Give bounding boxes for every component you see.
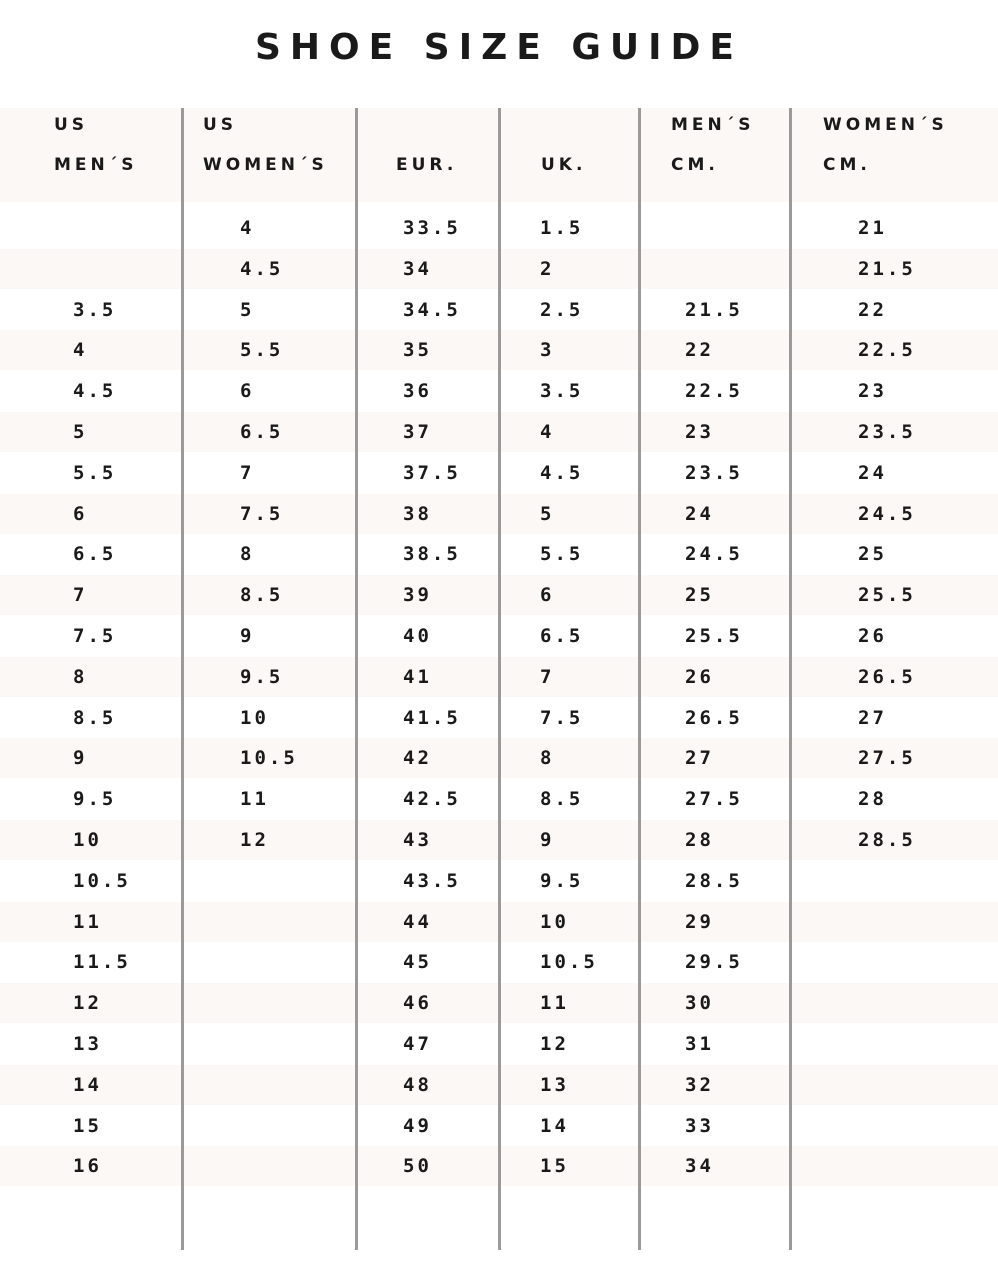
table-cell: 4 (73, 339, 88, 362)
table-cell: 24.5 (858, 502, 916, 525)
column-divider (181, 108, 184, 1250)
table-cell: 29.5 (685, 951, 743, 974)
table-cell: 9 (540, 829, 555, 851)
table-cell: 6.5 (540, 625, 584, 647)
table-cell: 5 (240, 298, 255, 321)
table-cell: 24.5 (685, 543, 743, 566)
table-cell: 26.5 (685, 706, 743, 729)
table-cell: 7 (540, 665, 555, 688)
table-cell: 5.5 (73, 461, 117, 484)
table-cell: 6 (540, 584, 555, 607)
header-us-mens-line1: US (54, 115, 89, 135)
table-cell: 41 (403, 665, 432, 688)
table-cell: 8 (240, 543, 255, 566)
header-mens-cm-line1: MEN´S (671, 115, 755, 135)
table-cell: 34 (685, 1155, 714, 1178)
table-cell: 14 (540, 1114, 569, 1137)
header-uk-line2: UK. (541, 155, 587, 175)
table-cell: 8.5 (73, 706, 117, 729)
table-cell: 1.5 (540, 217, 584, 239)
table-cell: 13 (73, 1033, 102, 1055)
table-cell: 6.5 (73, 543, 117, 566)
table-cell: 44 (403, 910, 432, 933)
header-us-womens-line2: WOMEN´S (203, 155, 328, 175)
table-cell: 7.5 (240, 502, 284, 525)
table-cell: 8 (73, 665, 88, 688)
table-cell: 12 (540, 1033, 569, 1055)
table-cell: 23 (685, 421, 714, 443)
table-cell: 7.5 (540, 706, 584, 729)
table-cell: 21.5 (858, 257, 916, 280)
table-cell: 27 (685, 747, 714, 770)
table-cell: 22 (858, 298, 887, 321)
table-cell: 14 (73, 1073, 102, 1096)
table-cell: 24 (685, 502, 714, 525)
header-eur-line2: EUR. (396, 155, 458, 175)
column-divider (638, 108, 641, 1250)
table-cell: 28.5 (685, 869, 743, 892)
table-cell: 10.5 (240, 747, 298, 770)
table-cell: 12 (73, 992, 102, 1015)
table-cell: 4 (540, 421, 555, 443)
table-cell: 24 (858, 461, 887, 484)
table-cell: 4.5 (73, 380, 117, 403)
table-cell: 3.5 (540, 380, 584, 403)
table-cell: 29 (685, 910, 714, 933)
table-cell: 23 (858, 380, 887, 403)
table-cell: 25 (685, 584, 714, 607)
table-cell: 6 (240, 380, 255, 403)
table-cell: 48 (403, 1073, 432, 1096)
table-cell: 32 (685, 1073, 714, 1096)
table-cell: 11 (240, 788, 269, 811)
table-cell: 5 (73, 421, 88, 443)
table-cell: 36 (403, 380, 432, 403)
table-cell: 9.5 (240, 665, 284, 688)
table-cell: 9 (240, 625, 255, 647)
table-cell: 7.5 (73, 625, 117, 647)
table-cell: 33.5 (403, 217, 461, 239)
table-cell: 25.5 (858, 584, 916, 607)
table-cell: 35 (403, 339, 432, 362)
table-cell: 25 (858, 543, 887, 566)
table-cell: 39 (403, 584, 432, 607)
table-cell: 38 (403, 502, 432, 525)
table-cell: 28 (685, 829, 714, 851)
table-cell: 33 (685, 1114, 714, 1137)
column-divider (789, 108, 792, 1250)
table-cell: 15 (540, 1155, 569, 1178)
table-cell: 49 (403, 1114, 432, 1137)
table-cell: 22.5 (858, 339, 916, 362)
table-cell: 7 (73, 584, 88, 607)
table-cell: 16 (73, 1155, 102, 1178)
column-divider (355, 108, 358, 1250)
table-cell: 3 (540, 339, 555, 362)
table-cell: 40 (403, 625, 432, 647)
header-us-womens-line1: US (203, 115, 238, 135)
table-cell: 5.5 (540, 543, 584, 566)
table-cell: 8.5 (540, 788, 584, 811)
table-cell: 22.5 (685, 380, 743, 403)
table-cell: 27 (858, 706, 887, 729)
table-cell: 43.5 (403, 869, 461, 892)
table-cell: 6 (73, 502, 88, 525)
table-cell: 4.5 (240, 257, 284, 280)
table-cell: 43 (403, 829, 432, 851)
table-cell: 42.5 (403, 788, 461, 811)
table-cell: 8.5 (240, 584, 284, 607)
table-cell: 9.5 (73, 788, 117, 811)
table-cell: 2.5 (540, 298, 584, 321)
table-cell: 11 (73, 910, 102, 933)
table-cell: 11 (540, 992, 569, 1015)
table-cell: 10 (240, 706, 269, 729)
table-cell: 13 (540, 1073, 569, 1096)
table-cell: 10 (540, 910, 569, 933)
column-divider (498, 108, 501, 1250)
table-cell: 10.5 (540, 951, 598, 974)
table-cell: 21.5 (685, 298, 743, 321)
table-cell: 4.5 (540, 461, 584, 484)
table-cell: 10.5 (73, 869, 131, 892)
table-cell: 25.5 (685, 625, 743, 647)
table-cell: 38.5 (403, 543, 461, 566)
table-cell: 27.5 (858, 747, 916, 770)
table-cell: 6.5 (240, 421, 284, 443)
table-cell: 47 (403, 1033, 432, 1055)
table-cell: 37 (403, 421, 432, 443)
table-cell: 9 (73, 747, 88, 770)
table-cell: 23.5 (858, 421, 916, 443)
page-title: SHOE SIZE GUIDE (255, 27, 743, 68)
table-cell: 28.5 (858, 829, 916, 851)
table-cell: 2 (540, 257, 555, 280)
table-cell: 27.5 (685, 788, 743, 811)
table-cell: 21 (858, 217, 887, 239)
table-cell: 11.5 (73, 951, 131, 974)
table-cell: 45 (403, 951, 432, 974)
table-cell: 37.5 (403, 461, 461, 484)
table-cell: 30 (685, 992, 714, 1015)
table-cell: 3.5 (73, 298, 117, 321)
table-cell: 34 (403, 257, 432, 280)
table-cell: 10 (73, 829, 102, 851)
table-cell: 8 (540, 747, 555, 770)
header-womens-cm-line1: WOMEN´S (823, 115, 948, 135)
table-cell: 46 (403, 992, 432, 1015)
header-mens-cm-line2: CM. (671, 155, 719, 175)
table-cell: 31 (685, 1033, 714, 1055)
header-us-mens-line2: MEN´S (54, 155, 138, 175)
table-cell: 23.5 (685, 461, 743, 484)
table-cell: 4 (240, 217, 255, 239)
table-cell: 22 (685, 339, 714, 362)
table-cell: 26 (858, 625, 887, 647)
table-cell: 5 (540, 502, 555, 525)
table-cell: 7 (240, 461, 255, 484)
table-cell: 34.5 (403, 298, 461, 321)
table-cell: 42 (403, 747, 432, 770)
table-cell: 50 (403, 1155, 432, 1178)
table-cell: 9.5 (540, 869, 584, 892)
table-cell: 41.5 (403, 706, 461, 729)
table-cell: 26 (685, 665, 714, 688)
table-cell: 12 (240, 829, 269, 851)
table-cell: 5.5 (240, 339, 284, 362)
table-cell: 28 (858, 788, 887, 811)
size-table (0, 108, 998, 1250)
table-cell: 15 (73, 1114, 102, 1137)
header-womens-cm-line2: CM. (823, 155, 871, 175)
table-cell: 26.5 (858, 665, 916, 688)
